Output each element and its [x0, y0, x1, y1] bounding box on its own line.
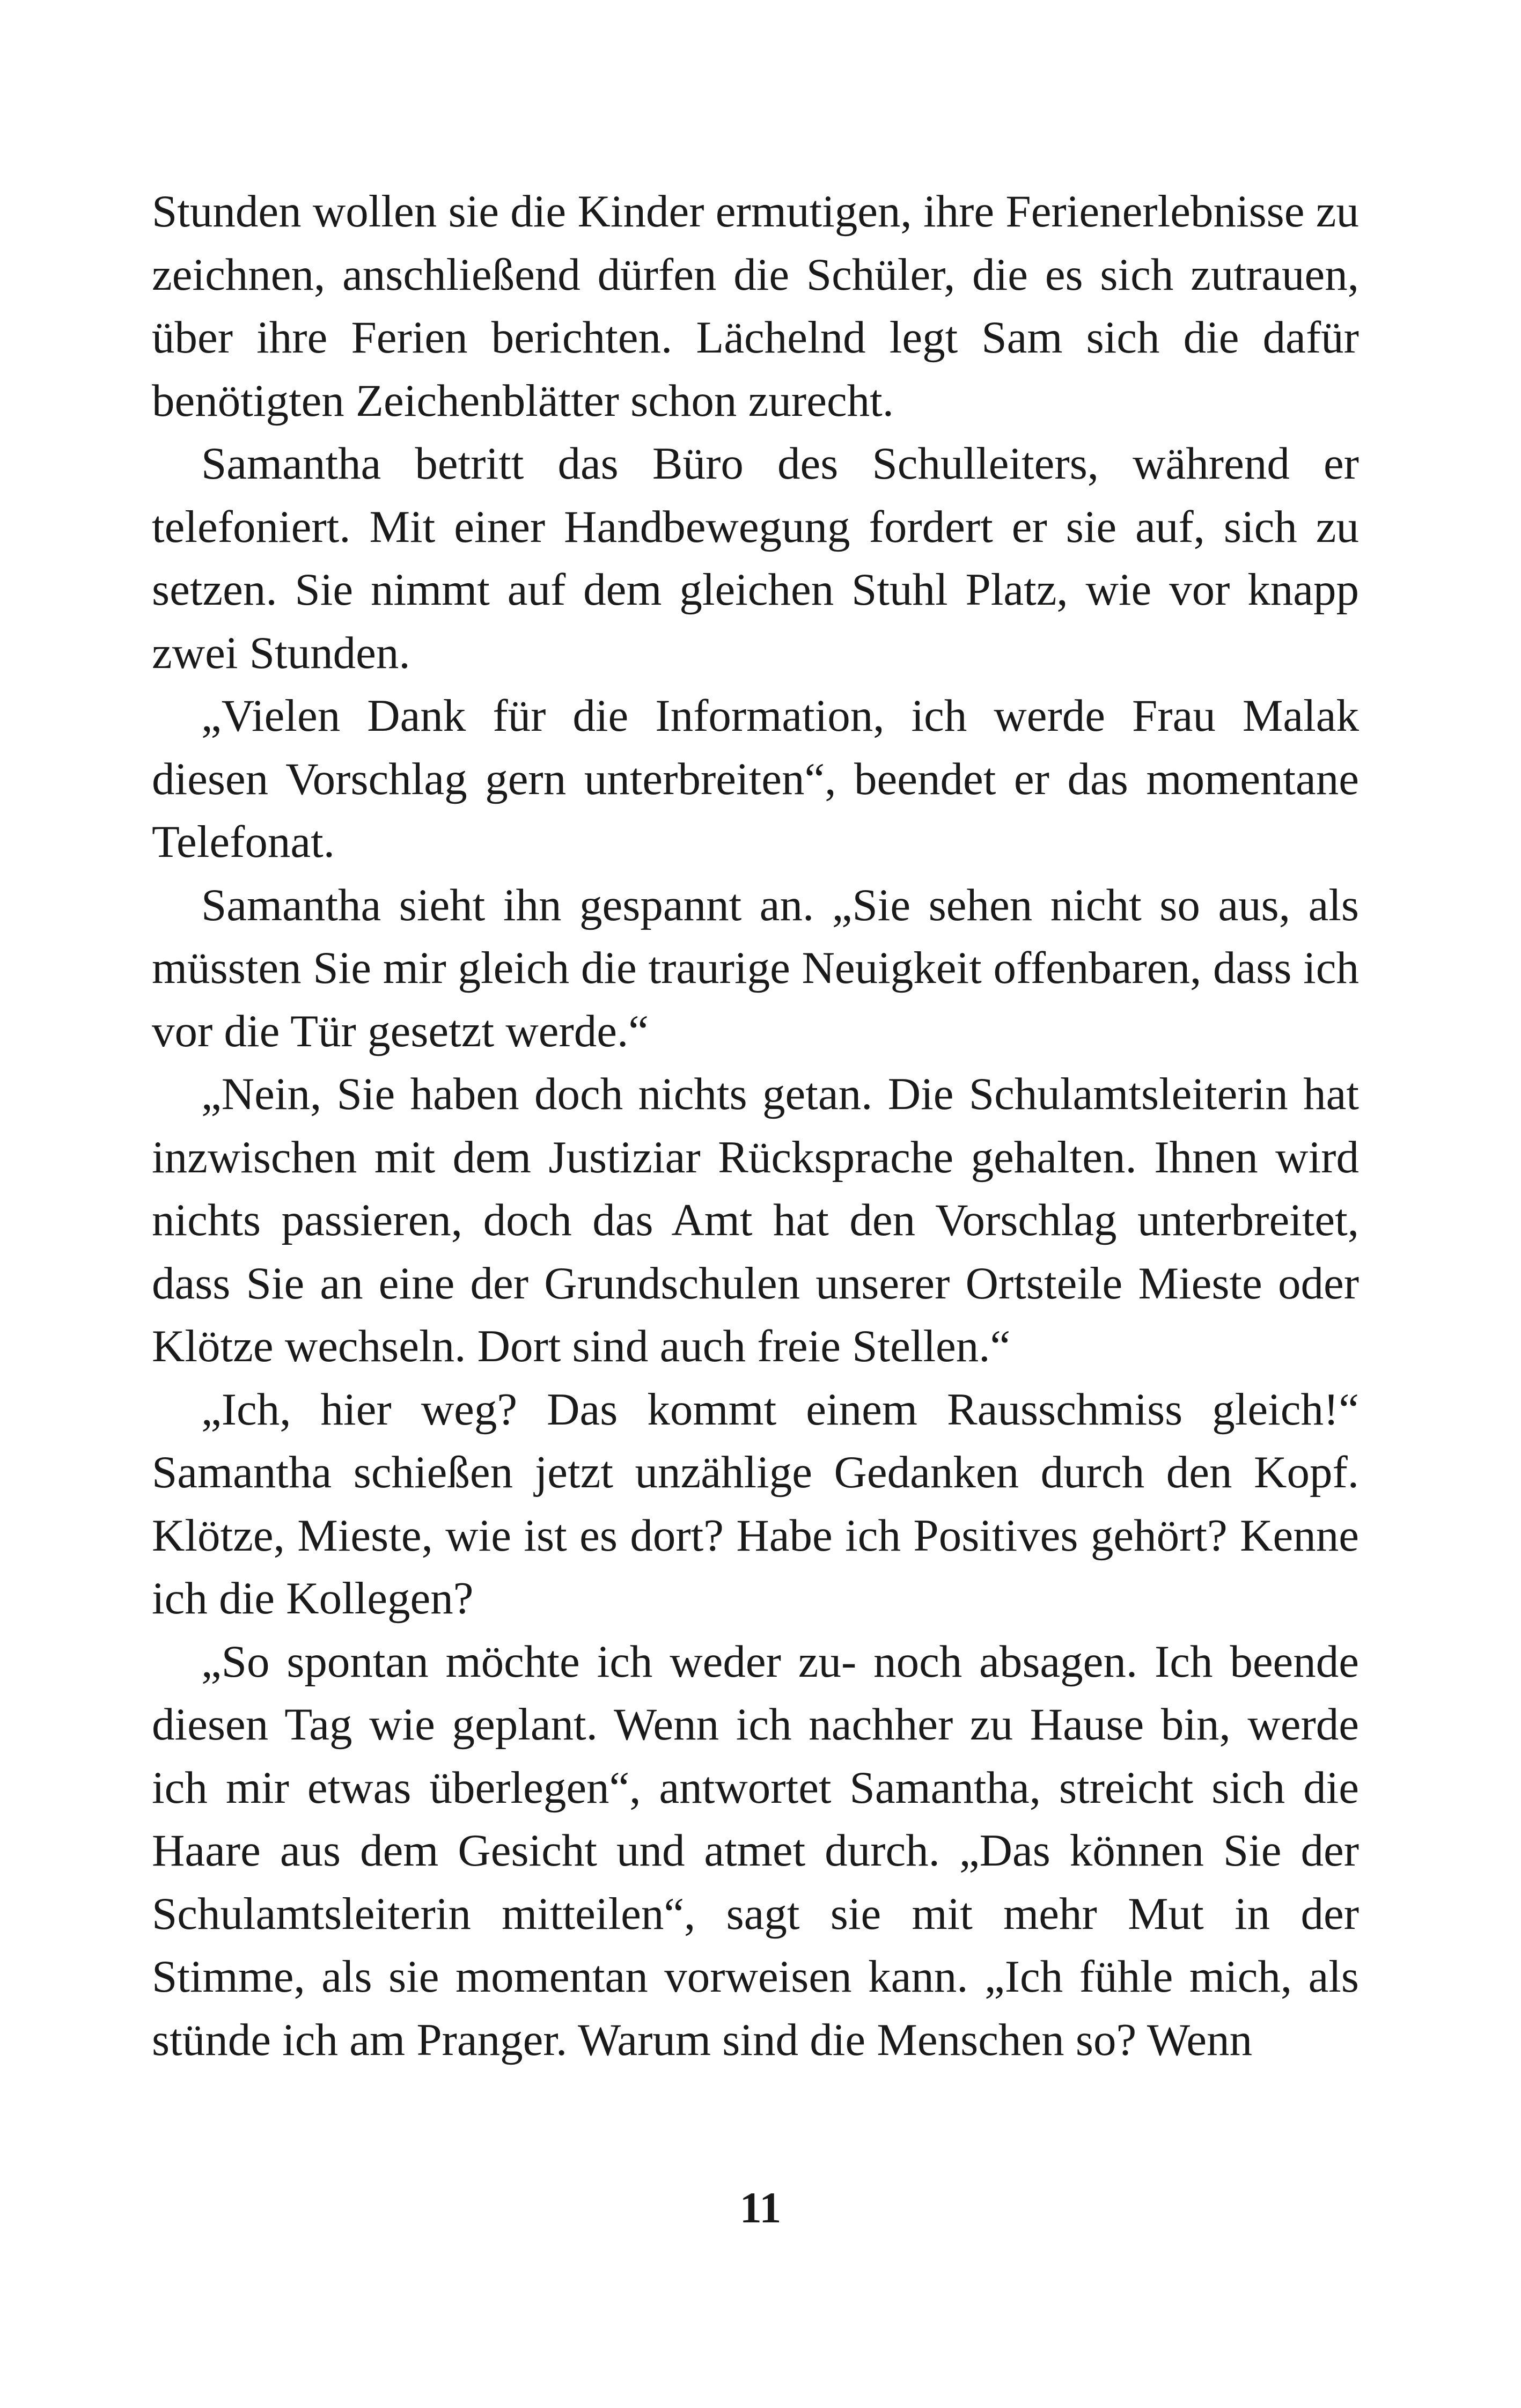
paragraph: „Nein, Sie haben doch nichts getan. Die Schulamtsleiterin hat inzwischen mit dem Justiziar Rücksprache gehalten. Ihnen wird nichts passieren, doch das Amt hat den Vorschlag unterbreitet, dass Sie an eine der Grundschulen unserer Ortsteile Mieste oder Klötze wechseln. Dort sind auch freie Stellen.“ [152, 1069, 1359, 1371]
paragraph: Samantha sieht ihn gespannt an. „Sie sehen nicht so aus, als müssten Sie mir gleich die traurige Neuigkeit offenbaren, dass ich vor die Tür gesetzt werde.“ [152, 879, 1359, 1056]
body-text [152, 180, 1359, 2072]
paragraph: „Vielen Dank für die Information, ich werde Frau Malak diesen Vorschlag gern unterbreiten“, beendet er das momentane Telefonat. [152, 691, 1359, 867]
page-number: 11 [739, 2183, 782, 2232]
paragraph: Samantha betritt das Büro des Schulleiters, während er telefoniert. Mit einer Handbewegung fordert er sie auf, sich zu setzen. Sie nimmt auf dem gleichen Stuhl Platz, wie vor knapp zwei Stunden. [152, 438, 1359, 678]
paragraph: „So spontan möchte ich weder zu- noch absagen. Ich beende diesen Tag wie geplant. Wenn ich nachher zu Hause bin, werde ich mir etwas überlegen“, antwortet Samantha, streicht sich die Haare aus dem Gesicht und atmet durch. „Das können Sie der Schulamtsleiterin mitteilen“, sagt sie mit mehr Mut in der Stimme, als sie momentan vorweisen kann. „Ich fühle mich, als stünde ich am Pranger. Warum sind die Menschen so? Wenn [152, 1636, 1359, 2065]
paragraph: „Ich, hier weg? Das kommt einem Rausschmiss gleich!“ Samantha schießen jetzt unzählige Gedanken durch den Kopf. Klötze, Mieste, wie ist es dort? Habe ich Positives gehört? Kenne ich die Kollegen? [152, 1384, 1359, 1624]
paragraph: Stunden wollen sie die Kinder ermutigen, ihre Ferienerlebnisse zu zeichnen, anschließend dürfen die Schüler, die es sich zutrauen, über ihre Ferien berichten. Lächelnd legt Sam sich die dafür benötigten Zeichenblätter schon zurecht. [152, 186, 1359, 426]
